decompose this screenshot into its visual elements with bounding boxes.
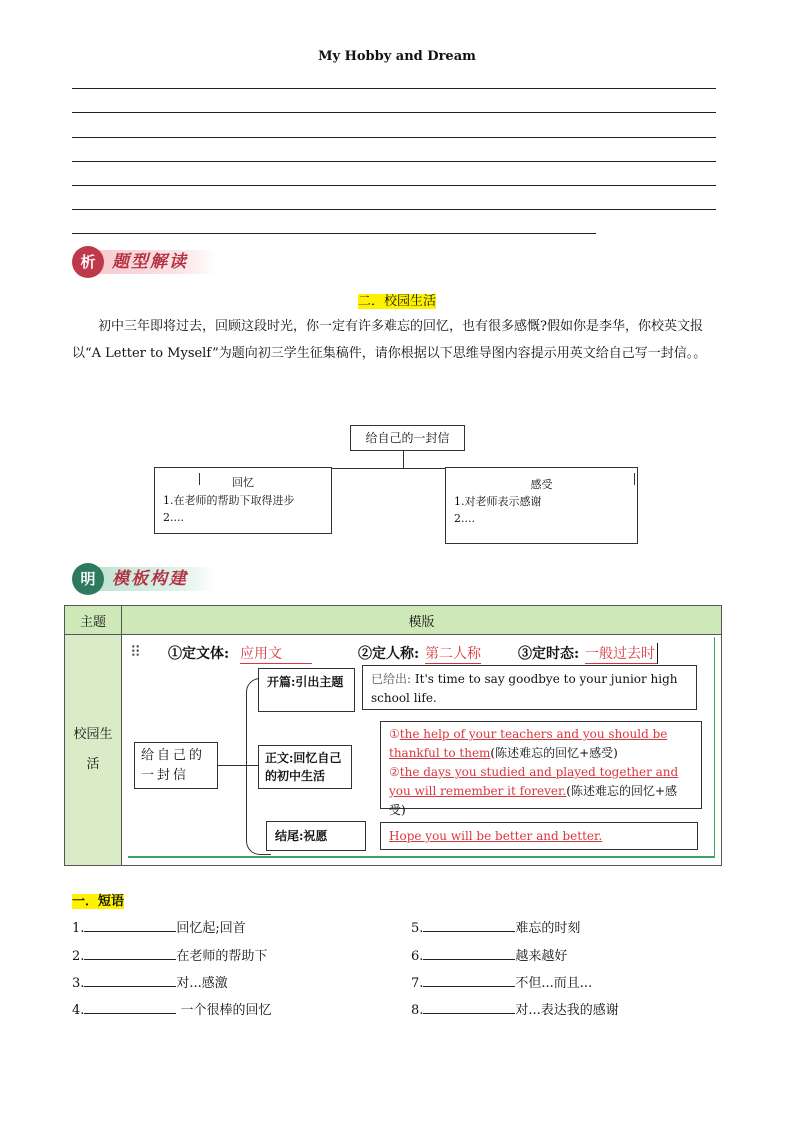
writing-line bbox=[72, 209, 716, 210]
phrases-heading: 一．短语 bbox=[72, 894, 125, 909]
mindmap-right-item: 2.... bbox=[454, 512, 475, 525]
table-header-template: 模版 bbox=[122, 606, 722, 635]
tense-value[interactable]: 一般过去时 bbox=[585, 643, 658, 664]
badge-icon: 明 bbox=[72, 563, 104, 595]
answer-blank[interactable] bbox=[423, 918, 515, 932]
connector bbox=[403, 451, 404, 468]
phrase-item: 8. 对...表达我的感谢 bbox=[411, 999, 619, 1018]
phrase-item: 4. 一个很棒的回忆 bbox=[72, 999, 272, 1018]
mindmap-right-box bbox=[445, 467, 638, 544]
mindmap-left-item: 1.在老师的帮助下取得进步 bbox=[163, 494, 295, 507]
template-root-box: 给自己的一封信 bbox=[134, 742, 218, 789]
mindmap-right-item: 1.对老师表示感谢 bbox=[454, 495, 542, 508]
style-label: ①定文体: bbox=[168, 646, 230, 662]
topic-heading: 二．校园生活 bbox=[357, 294, 436, 309]
badge-icon: 析 bbox=[72, 246, 104, 278]
answer-blank[interactable] bbox=[84, 1000, 176, 1014]
banner-label: 模板构建 bbox=[112, 569, 188, 589]
phrase-item: 3. 对...感激 bbox=[72, 972, 228, 991]
answer-blank[interactable] bbox=[423, 1000, 515, 1014]
template-content-cell bbox=[122, 635, 722, 866]
person-value: 第二人称 bbox=[425, 643, 481, 664]
answer-blank[interactable] bbox=[84, 946, 176, 960]
person-label: ②定人称: bbox=[358, 646, 420, 662]
section-banner-analysis bbox=[72, 244, 218, 280]
mindmap-left-box bbox=[154, 467, 332, 534]
tense-label: ③定时态: bbox=[518, 646, 580, 662]
body-detail-box: ①the help of your teachers and you should be thankful to them(陈述难忘的回忆+感受) ②the days you studied and played together and you will remember it forever.(陈述难忘的回忆+感受) bbox=[380, 721, 702, 809]
answer-blank[interactable] bbox=[84, 973, 176, 987]
opening-given-box: 已给出: It's time to say goodbye to your junior high school life. bbox=[362, 665, 697, 710]
prompt-paragraph: 初中三年即将过去，回顾这段时光，你一定有许多难忘的回忆，也有很多感慨?假如你是李华，你校英文报以“A Letter to Myself”为题向初三学生征集稿件，请你根据以下思维导图内容提示用英文给自己写一封信。。 bbox=[72, 319, 707, 361]
opening-box: 开篇:引出主题 bbox=[258, 668, 355, 712]
phrase-item: 6. 越来越好 bbox=[411, 945, 567, 964]
writing-line bbox=[72, 88, 716, 89]
template-table bbox=[64, 605, 722, 866]
answer-blank[interactable] bbox=[423, 973, 515, 987]
writing-line bbox=[72, 112, 716, 113]
phrase-item: 1. 回忆起;回首 bbox=[72, 917, 246, 936]
section-banner-template bbox=[72, 561, 212, 597]
writing-line bbox=[72, 161, 716, 162]
body-box: 正文:回忆自己的初中生活 bbox=[258, 745, 352, 789]
phrase-item: 5. 难忘的时刻 bbox=[411, 917, 580, 936]
mindmap-right-title: 感受 bbox=[530, 478, 553, 491]
banner-label: 题型解读 bbox=[112, 252, 188, 272]
answer-blank[interactable] bbox=[423, 946, 515, 960]
answer-blank[interactable] bbox=[84, 918, 176, 932]
style-value: 应用文 bbox=[240, 643, 312, 664]
drag-handle-icon[interactable]: ⠿ bbox=[130, 643, 141, 661]
phrase-item: 2. 在老师的帮助下 bbox=[72, 945, 267, 964]
mindmap-root: 给自己的一封信 bbox=[350, 425, 465, 451]
ending-box: 结尾:祝愿 bbox=[266, 821, 366, 851]
document-title: My Hobby and Dream bbox=[318, 49, 476, 64]
writing-line bbox=[72, 137, 716, 138]
phrase-item: 7. 不但...而且... bbox=[411, 972, 592, 991]
writing-line bbox=[72, 233, 596, 234]
mindmap-left-item: 2.... bbox=[163, 511, 184, 524]
table-header-topic: 主题 bbox=[65, 606, 122, 635]
writing-line bbox=[72, 185, 716, 186]
mindmap-left-title: 回忆 bbox=[232, 476, 254, 489]
topic-cell: 校园生 活 bbox=[65, 635, 122, 866]
ending-text-box: Hope you will be better and better. bbox=[380, 822, 698, 850]
